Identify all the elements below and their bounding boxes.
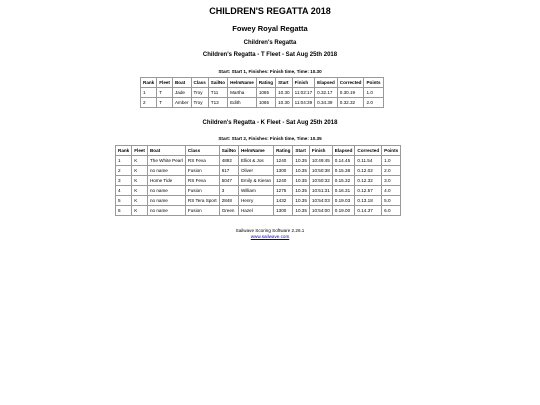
column-header: Finish bbox=[292, 78, 315, 88]
footer bbox=[0, 228, 540, 240]
start-info-t-fleet: Start: Start 1, Finishes: Finish time, Time: 10.30 bbox=[218, 69, 322, 74]
table-cell: no name bbox=[147, 166, 185, 176]
column-header: Elapsed bbox=[315, 78, 338, 88]
table-cell: 617 bbox=[219, 166, 238, 176]
table-cell: 1 bbox=[116, 156, 132, 166]
table-cell: Troy bbox=[191, 98, 208, 108]
table-cell: K bbox=[132, 196, 148, 206]
table-cell: 3 bbox=[116, 176, 132, 186]
table-cell: 0.19.00 bbox=[332, 206, 355, 216]
column-header: Elapsed bbox=[332, 146, 355, 156]
table-cell: T bbox=[157, 88, 173, 98]
table-cell: Martha bbox=[228, 88, 257, 98]
table-cell: Emily & Kieran bbox=[238, 176, 273, 186]
table-cell: 6.0 bbox=[382, 206, 401, 216]
table-cell: Troy bbox=[191, 88, 208, 98]
table-cell: Edith bbox=[228, 98, 257, 108]
table-cell: 10:51:31 bbox=[309, 186, 332, 196]
series-name: Children's Regatta bbox=[243, 40, 297, 46]
table-row bbox=[141, 88, 384, 98]
table-cell: 1300 bbox=[274, 206, 293, 216]
table-cell: Hazel bbox=[238, 206, 273, 216]
table-row bbox=[116, 206, 401, 216]
table-row bbox=[116, 156, 401, 166]
table-cell: 11:02:17 bbox=[292, 88, 315, 98]
column-header: Rating bbox=[256, 78, 275, 88]
table-cell: Jade bbox=[172, 88, 191, 98]
table-cell: 10:50:32 bbox=[309, 176, 332, 186]
column-header: Finish bbox=[309, 146, 332, 156]
table-cell: 0.12.32 bbox=[355, 176, 382, 186]
table-cell: 0.14.37 bbox=[355, 206, 382, 216]
results-table-k-fleet bbox=[115, 145, 401, 216]
table-cell: 6 bbox=[116, 206, 132, 216]
column-header: Boat bbox=[172, 78, 191, 88]
page-title: CHILDREN'S REGATTA 2018 bbox=[209, 6, 331, 16]
table-cell: 0.12.57 bbox=[355, 186, 382, 196]
table-cell: 0.13.18 bbox=[355, 196, 382, 206]
table-cell: 10.35 bbox=[293, 206, 310, 216]
table-cell: 4 bbox=[116, 186, 132, 196]
table-cell: 3.0 bbox=[382, 176, 401, 186]
sailwave-link[interactable]: www.sailwave.com bbox=[250, 234, 290, 239]
column-header: Fleet bbox=[132, 146, 148, 156]
table-cell: 5 bbox=[116, 196, 132, 206]
start-info-k-fleet: Start: Start 2, Finishes: Finish time, Time: 10.35 bbox=[218, 136, 322, 141]
table-cell: Henry bbox=[238, 196, 273, 206]
table-cell: 5047 bbox=[219, 176, 238, 186]
table-cell: 2848 bbox=[219, 196, 238, 206]
table-cell: 2.0 bbox=[364, 98, 383, 108]
table-cell: 1 bbox=[141, 88, 157, 98]
table-cell: 0.30.19 bbox=[337, 88, 364, 98]
table-cell: K bbox=[132, 176, 148, 186]
table-cell: no name bbox=[147, 206, 185, 216]
table-cell: 0.16.31 bbox=[332, 186, 355, 196]
table-cell: 0.15.38 bbox=[332, 166, 355, 176]
table-cell: 3 bbox=[219, 186, 238, 196]
table-cell: K bbox=[132, 156, 148, 166]
table-cell: 4892 bbox=[219, 156, 238, 166]
table-cell: 2 bbox=[141, 98, 157, 108]
table-cell: RS Feva bbox=[185, 176, 219, 186]
table-cell: Elliot & Jos bbox=[238, 156, 273, 166]
table-cell: 0.32.17 bbox=[315, 88, 338, 98]
table-cell: 1275 bbox=[274, 186, 293, 196]
table-cell: 1240 bbox=[274, 156, 293, 166]
race-heading-k-fleet: Children's Regatta - K Fleet - Sat Aug 25th 2018 bbox=[202, 120, 338, 126]
table-cell: RS Tera Sport bbox=[185, 196, 219, 206]
table-cell: Fusion bbox=[185, 186, 219, 196]
table-cell: 1065 bbox=[256, 88, 275, 98]
column-header: Fleet bbox=[157, 78, 173, 88]
table-cell: 10.30 bbox=[276, 88, 293, 98]
table-cell: 10:49:45 bbox=[309, 156, 332, 166]
table-cell: 2.0 bbox=[382, 166, 401, 176]
table-cell: Green bbox=[219, 206, 238, 216]
column-header: HelmName bbox=[238, 146, 273, 156]
table-cell: William bbox=[238, 186, 273, 196]
table-cell: 1065 bbox=[256, 98, 275, 108]
table-cell: 1.0 bbox=[382, 156, 401, 166]
results-table-t-fleet bbox=[140, 77, 384, 108]
table-cell: K bbox=[132, 186, 148, 196]
table-cell: 10:54:03 bbox=[309, 196, 332, 206]
column-header: Class bbox=[185, 146, 219, 156]
table-row bbox=[141, 98, 384, 108]
table-cell: Amber bbox=[172, 98, 191, 108]
table-cell: The White Pearl bbox=[147, 156, 185, 166]
table-cell: 10.35 bbox=[293, 176, 310, 186]
column-header: Boat bbox=[147, 146, 185, 156]
table-cell: 0.32.32 bbox=[337, 98, 364, 108]
column-header: Corrected bbox=[337, 78, 364, 88]
column-header: Rank bbox=[116, 146, 132, 156]
table-cell: K bbox=[132, 206, 148, 216]
race-heading-t-fleet: Children's Regatta - T Fleet - Sat Aug 25th 2018 bbox=[202, 52, 338, 58]
table-cell: 1240 bbox=[274, 176, 293, 186]
column-header: Start bbox=[276, 78, 293, 88]
table-cell: 10.35 bbox=[293, 166, 310, 176]
table-row bbox=[116, 166, 401, 176]
table-cell: 10.35 bbox=[293, 186, 310, 196]
table-cell: 1.0 bbox=[364, 88, 383, 98]
column-header: SailNo bbox=[219, 146, 238, 156]
column-header: Points bbox=[364, 78, 383, 88]
table-cell: 1432 bbox=[274, 196, 293, 206]
table-cell: 11:04:39 bbox=[292, 98, 315, 108]
table-cell: Home Tide bbox=[147, 176, 185, 186]
software-credit: Sailwave Scoring Software 2.26.1 bbox=[235, 228, 305, 233]
table-cell: Fusion bbox=[185, 166, 219, 176]
table-cell: 0.11.54 bbox=[355, 156, 382, 166]
column-header: Class bbox=[191, 78, 208, 88]
table-cell: 0.19.03 bbox=[332, 196, 355, 206]
column-header: Rank bbox=[141, 78, 157, 88]
table-cell: T13 bbox=[208, 98, 227, 108]
table-cell: 5.0 bbox=[382, 196, 401, 206]
table-cell: T bbox=[157, 98, 173, 108]
table-cell: 10.35 bbox=[293, 196, 310, 206]
column-header: Start bbox=[293, 146, 310, 156]
table-cell: 10:50:38 bbox=[309, 166, 332, 176]
table-cell: T11 bbox=[208, 88, 227, 98]
table-cell: 0.34.39 bbox=[315, 98, 338, 108]
column-header: Corrected bbox=[355, 146, 382, 156]
table-cell: 1300 bbox=[274, 166, 293, 176]
table-cell: 0.12.02 bbox=[355, 166, 382, 176]
table-row bbox=[116, 186, 401, 196]
column-header: HelmName bbox=[228, 78, 257, 88]
table-cell: K bbox=[132, 166, 148, 176]
table-cell: no name bbox=[147, 196, 185, 206]
table-cell: 0.14.45 bbox=[332, 156, 355, 166]
table-cell: RS Feva bbox=[185, 156, 219, 166]
table-cell: 4.0 bbox=[382, 186, 401, 196]
column-header: Points bbox=[382, 146, 401, 156]
column-header: Rating bbox=[274, 146, 293, 156]
table-header-row bbox=[141, 78, 384, 88]
table-cell: no name bbox=[147, 186, 185, 196]
table-row bbox=[116, 176, 401, 186]
page-subtitle: Fowey Royal Regatta bbox=[232, 24, 308, 33]
table-header-row bbox=[116, 146, 401, 156]
table-cell: 10:54:00 bbox=[309, 206, 332, 216]
table-cell: 2 bbox=[116, 166, 132, 176]
table-cell: 10.35 bbox=[293, 156, 310, 166]
table-cell: Fusion bbox=[185, 206, 219, 216]
table-cell: 0.15.32 bbox=[332, 176, 355, 186]
table-row bbox=[116, 196, 401, 206]
table-cell: 10.30 bbox=[276, 98, 293, 108]
column-header: SailNo bbox=[208, 78, 227, 88]
table-cell: Oliver bbox=[238, 166, 273, 176]
